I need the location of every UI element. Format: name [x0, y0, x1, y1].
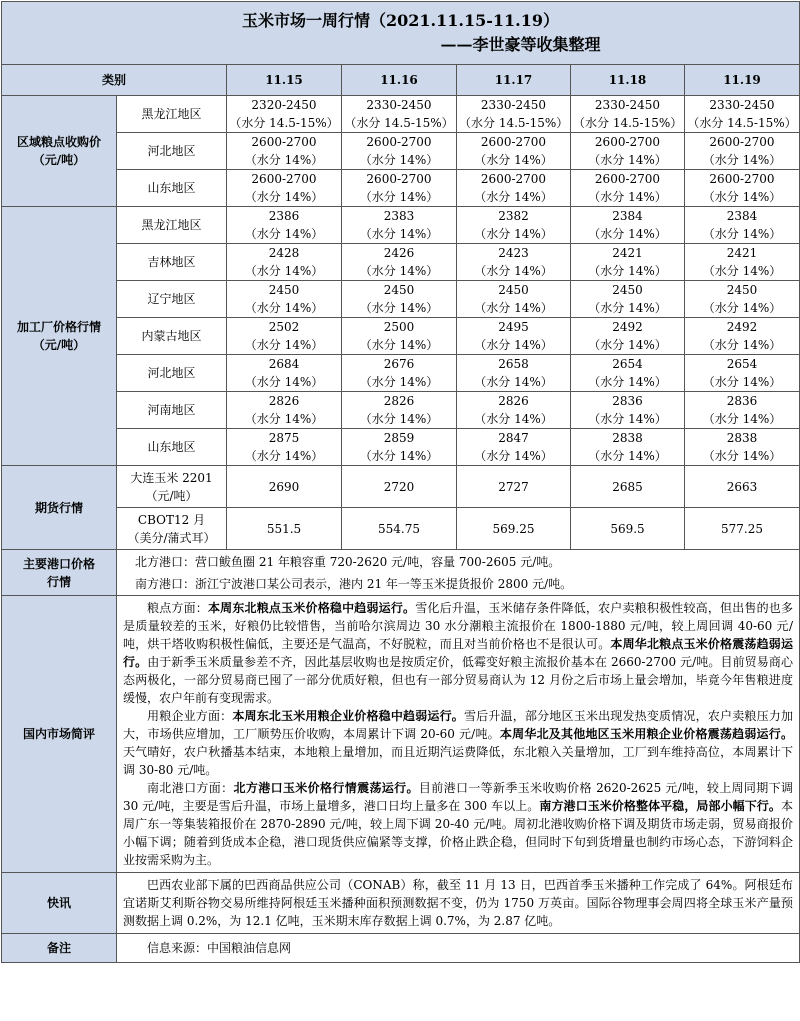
price-value: 2450: [726, 283, 758, 297]
moisture-note: （水分 14%）: [244, 338, 324, 352]
moisture-note: （水分 14.5-15%）: [687, 116, 797, 130]
price-value: 2450: [383, 283, 415, 297]
moisture-note: （水分 14%）: [244, 449, 324, 463]
price-cell: [685, 318, 800, 355]
price-cell: [685, 392, 800, 429]
region-name: 内蒙古地区: [117, 318, 227, 355]
price-value: 2826: [498, 394, 529, 408]
price-value: 2838: [612, 431, 643, 445]
moisture-note: （水分 14%）: [702, 449, 782, 463]
price-value: 2600-2700: [480, 172, 547, 186]
review-text: 雪化后升温，玉米储存条件降低，农户卖粮积极性较高，但出售的也多是质量较差的玉米，好粮仍比较惜售，当前哈尔滨周边 30 水分潮粮主流报价在 1800-1880 元/吨，较上周回调 40-60 元/吨，烘干塔收购积极性偏低，主要还是气温高，不好脱粒，而且对当前价格也不是很认可。: [123, 601, 793, 651]
price-value: 2492: [612, 320, 643, 334]
region-name: 山东地区: [117, 170, 227, 207]
moisture-note: （水分 14%）: [359, 264, 439, 278]
moisture-note: （水分 14%）: [702, 301, 782, 315]
price-cell: [342, 133, 457, 170]
price-cell: [227, 207, 342, 244]
table-row: [2, 133, 800, 170]
review-highlight: 北方港口玉米价格行情震荡运行。: [233, 781, 419, 795]
table-row: [2, 207, 800, 244]
price-cell: [685, 281, 800, 318]
section-label-unit: （元/吨）: [32, 153, 86, 167]
contract-unit: （美分/蒲式耳）: [127, 530, 216, 545]
moisture-note: （水分 14%）: [588, 264, 667, 278]
price-value: 2600-2700: [251, 135, 317, 149]
price-value: 2383: [383, 209, 415, 223]
review-text: 粮点方面：: [147, 601, 208, 615]
futures-value: 577.25: [685, 508, 800, 550]
futures-contract: [117, 508, 227, 550]
review-text: 用粮企业方面：: [147, 709, 233, 723]
table-row: [2, 244, 800, 281]
price-value: 2330-2450: [709, 98, 775, 112]
moisture-note: （水分 14%）: [244, 264, 324, 278]
section-label-news: 快讯: [2, 873, 117, 934]
section-label-review: 国内市场简评: [2, 596, 117, 873]
futures-value: 569.25: [457, 508, 571, 550]
futures-value: 2663: [685, 466, 800, 508]
section-label-futures: 期货行情: [2, 466, 117, 550]
price-cell: [457, 207, 571, 244]
price-cell: [685, 170, 800, 207]
price-value: 2426: [383, 246, 415, 260]
moisture-note: （水分 14%）: [474, 153, 553, 167]
futures-value: 2690: [227, 466, 342, 508]
price-cell: [457, 133, 571, 170]
moisture-note: （水分 14%）: [588, 153, 667, 167]
price-value: 2421: [612, 246, 643, 260]
price-cell: [227, 170, 342, 207]
price-cell: [685, 244, 800, 281]
price-value: 2826: [383, 394, 415, 408]
price-cell: [571, 170, 685, 207]
price-value: 2330-2450: [594, 98, 661, 112]
price-value: 2600-2700: [480, 135, 547, 149]
price-cell: [571, 207, 685, 244]
section-label-note: 备注: [2, 934, 117, 963]
review-highlight: 本周华北及其他地区玉米用粮企业价格震荡趋弱运行。: [499, 727, 793, 741]
moisture-note: （水分 14%）: [359, 301, 439, 315]
moisture-note: （水分 14.5-15%）: [229, 116, 339, 130]
moisture-note: （水分 14%）: [702, 264, 782, 278]
moisture-note: （水分 14%）: [474, 227, 553, 241]
review-text: 雪后升温，部分地区玉米出现发热变质情况，农户卖粮压力加大，市场供应增加，工厂顺势压价收购，本周累计下调 20-60 元/吨。: [123, 709, 793, 741]
header-date: 11.16: [342, 65, 457, 96]
review-highlight: 南方港口玉米价格整体平稳，局部小幅下行。: [539, 799, 781, 813]
futures-value: 569.5: [571, 508, 685, 550]
header-date: 11.17: [457, 65, 571, 96]
moisture-note: （水分 14%）: [702, 190, 782, 204]
futures-value: 2720: [342, 466, 457, 508]
price-value: 2676: [383, 357, 415, 371]
price-value: 2320-2450: [251, 98, 317, 112]
table-row: [2, 392, 800, 429]
market-review: [117, 596, 800, 873]
price-value: 2450: [612, 283, 643, 297]
review-text: 由于新季玉米质量参差不齐，因此基层收购也是按质定价，低霉变好粮主流报价基本在 2660-2700 元/吨。目前贸易商心态两极化，一部分贸易商已囤了一部分优质好粮，但也有一部分贸易商认为 12 月份之后市场上量会增加，毕竟今年售粮进度缓慢，农户年前有变现需求。: [123, 655, 793, 705]
price-cell: [571, 392, 685, 429]
moisture-note: （水分 14%）: [474, 338, 553, 352]
moisture-note: （水分 14%）: [702, 227, 782, 241]
review-text: 天气晴好，农户秋播基本结束，本地粮上量增加，而且近期汽运费降低，东北粮入关量增加，工厂到车维持高位，本周累计下调 30-80 元/吨。: [123, 745, 793, 777]
moisture-note: （水分 14.5-15%）: [459, 116, 569, 130]
futures-contract: [117, 466, 227, 508]
moisture-note: （水分 14%）: [474, 264, 553, 278]
region-name: 辽宁地区: [117, 281, 227, 318]
price-cell: [685, 429, 800, 466]
moisture-note: （水分 14%）: [359, 338, 439, 352]
price-value: 2654: [612, 357, 643, 371]
price-cell: [571, 96, 685, 133]
price-cell: [342, 170, 457, 207]
moisture-note: （水分 14%）: [244, 190, 324, 204]
price-cell: [227, 318, 342, 355]
moisture-note: （水分 14%）: [588, 338, 667, 352]
price-cell: [457, 429, 571, 466]
moisture-note: （水分 14%）: [474, 301, 553, 315]
table-row: [2, 318, 800, 355]
moisture-note: （水分 14%）: [702, 338, 782, 352]
price-value: 2492: [726, 320, 758, 334]
header-date: 11.19: [685, 65, 800, 96]
price-value: 2600-2700: [594, 172, 661, 186]
port-prices: [117, 550, 800, 596]
region-name: 河南地区: [117, 392, 227, 429]
moisture-note: （水分 14%）: [702, 375, 782, 389]
review-paragraph: [123, 779, 793, 869]
price-value: 2658: [498, 357, 529, 371]
price-cell: [571, 429, 685, 466]
table-row: [2, 170, 800, 207]
region-name: 山东地区: [117, 429, 227, 466]
table-row: [2, 466, 800, 508]
price-value: 2600-2700: [709, 172, 775, 186]
price-cell: [571, 318, 685, 355]
section-label-line: 行情: [46, 574, 71, 589]
price-cell: [342, 96, 457, 133]
price-value: 2382: [498, 209, 529, 223]
north-port-text: 北方港口：营口鲅鱼圈 21 年粮容重 720-2620 元/吨，容量 700-2605 元/吨。: [135, 554, 561, 569]
price-cell: [227, 392, 342, 429]
price-cell: [342, 429, 457, 466]
price-value: 2495: [498, 320, 529, 334]
price-cell: [342, 318, 457, 355]
table-row: [2, 281, 800, 318]
price-cell: [457, 318, 571, 355]
moisture-note: （水分 14%）: [588, 190, 667, 204]
price-value: 2684: [268, 357, 300, 371]
table-row: [2, 873, 800, 934]
review-text: 本周广东一等集装箱报价在 2870-2890 元/吨，较上周下调 20-40 元/吨。周初北港收购价格下调及期货市场走弱，贸易商报价小幅下调；随着到货成本企稳，港口现货供应偏紧等支撑，价格止跌企稳，但同时下旬到货增量也制约市场心态，下游饲料企业按需采购为主。: [123, 799, 793, 867]
moisture-note: （水分 14%）: [588, 449, 667, 463]
futures-value: 2685: [571, 466, 685, 508]
table-row: [2, 355, 800, 392]
price-value: 2384: [726, 209, 758, 223]
price-cell: [342, 207, 457, 244]
region-name: 河北地区: [117, 133, 227, 170]
price-cell: [685, 96, 800, 133]
price-value: 2836: [726, 394, 758, 408]
review-paragraph: [123, 599, 793, 707]
report-table: [1, 1, 800, 963]
report-title: [2, 2, 800, 65]
moisture-note: （水分 14%）: [244, 412, 324, 426]
moisture-note: （水分 14%）: [244, 301, 324, 315]
market-report: [1, 1, 799, 963]
moisture-note: （水分 14%）: [474, 375, 553, 389]
title-compiler: ——李世豪等收集整理: [440, 35, 601, 54]
news-text: 巴西农业部下属的巴西商品供应公司（CONAB）称，截至 11 月 13 日，巴西首季玉米播种工作完成了 64%。阿根廷布宜诺斯艾利斯谷物交易所维持阿根廷玉米播种面积预测数据不变，仍为 1750 万英亩。国际谷物理事会周四将全球玉米产量预测数据上调 0.2%，为 12.1 亿吨，玉米期末库存数据上调 0.7%，为 2.87 亿吨。: [123, 878, 793, 928]
contract-name: 大连玉米 2201: [130, 470, 213, 485]
price-cell: [342, 355, 457, 392]
price-cell: [457, 244, 571, 281]
price-value: 2600-2700: [594, 135, 661, 149]
price-value: 2500: [383, 320, 415, 334]
price-cell: [457, 170, 571, 207]
price-cell: [227, 96, 342, 133]
review-highlight: 本周华北粮点玉米价格震荡趋弱运行。: [123, 637, 793, 669]
price-cell: [227, 244, 342, 281]
moisture-note: （水分 14%）: [359, 375, 439, 389]
price-value: 2428: [268, 246, 300, 260]
moisture-note: （水分 14%）: [359, 190, 439, 204]
moisture-note: （水分 14%）: [359, 449, 439, 463]
header-date: 11.15: [227, 65, 342, 96]
moisture-note: （水分 14%）: [359, 153, 439, 167]
moisture-note: （水分 14%）: [359, 412, 439, 426]
table-row: [2, 550, 800, 596]
price-value: 2450: [268, 283, 300, 297]
price-value: 2826: [268, 394, 300, 408]
price-value: 2600-2700: [709, 135, 775, 149]
review-text: 南北港口方面：: [147, 781, 234, 795]
review-highlight: 本周东北玉米用粮企业价格稳中趋弱运行。: [232, 709, 464, 723]
price-value: 2421: [726, 246, 758, 260]
price-value: 2384: [612, 209, 643, 223]
price-cell: [227, 429, 342, 466]
price-cell: [571, 244, 685, 281]
price-cell: [685, 207, 800, 244]
news-flash: [117, 873, 800, 934]
review-text: 目前港口一等新季玉米收购价格 2620-2625 元/吨，较上周同期下调 30 元/吨，主要是雪后升温，市场上量增多，港口日均上量多在 300 车以上。: [123, 781, 793, 813]
price-value: 2600-2700: [366, 172, 432, 186]
contract-name: CBOT12 月: [137, 512, 206, 527]
price-cell: [571, 281, 685, 318]
table-row: [2, 96, 800, 133]
price-cell: [685, 355, 800, 392]
section-label-factory: [2, 207, 117, 466]
review-highlight: 本周东北粮点玉米价格稳中趋弱运行。: [207, 601, 416, 615]
moisture-note: （水分 14%）: [588, 375, 667, 389]
price-cell: [457, 281, 571, 318]
section-label-line: 加工厂价格行情: [16, 320, 101, 334]
moisture-note: （水分 14.5-15%）: [573, 116, 683, 130]
moisture-note: （水分 14%）: [244, 375, 324, 389]
price-value: 2654: [726, 357, 758, 371]
section-label-regional: [2, 96, 117, 207]
title-main: 玉米市场一周行情（2021.11.15-11.19）: [242, 11, 559, 30]
price-cell: [457, 392, 571, 429]
table-row: [2, 508, 800, 550]
price-value: 2847: [498, 431, 529, 445]
moisture-note: （水分 14%）: [588, 412, 667, 426]
region-name: 河北地区: [117, 355, 227, 392]
header-row: [2, 65, 800, 96]
region-name: 黑龙江地区: [117, 96, 227, 133]
price-cell: [227, 281, 342, 318]
section-label-port: [2, 550, 117, 596]
contract-unit: （元/吨）: [145, 488, 198, 503]
table-row: [2, 934, 800, 963]
price-cell: [571, 133, 685, 170]
review-paragraph: [123, 707, 793, 779]
price-value: 2859: [383, 431, 415, 445]
moisture-note: （水分 14%）: [588, 301, 667, 315]
moisture-note: （水分 14%）: [474, 190, 553, 204]
price-cell: [342, 392, 457, 429]
price-cell: [342, 281, 457, 318]
price-value: 2423: [498, 246, 529, 260]
region-name: 黑龙江地区: [117, 207, 227, 244]
moisture-note: （水分 14%）: [244, 227, 324, 241]
section-label-unit: （元/吨）: [32, 338, 86, 352]
south-port-text: 南方港口：浙江宁波港口某公司表示，港内 21 年一等玉米提货报价 2800 元/吨。: [135, 576, 573, 591]
header-category: 类别: [2, 65, 227, 96]
price-cell: [342, 244, 457, 281]
price-value: 2502: [268, 320, 300, 334]
moisture-note: （水分 14%）: [474, 412, 553, 426]
price-cell: [227, 133, 342, 170]
price-value: 2330-2450: [366, 98, 432, 112]
moisture-note: （水分 14%）: [588, 227, 667, 241]
table-row: [2, 596, 800, 873]
source-note: 信息来源：中国粮油信息网: [117, 934, 800, 963]
moisture-note: （水分 14%）: [702, 153, 782, 167]
header-date: 11.18: [571, 65, 685, 96]
table-row: [2, 429, 800, 466]
moisture-note: （水分 14%）: [244, 153, 324, 167]
moisture-note: （水分 14%）: [702, 412, 782, 426]
price-value: 2875: [268, 431, 300, 445]
section-label-line: 区域粮点收购价: [16, 135, 101, 149]
price-value: 2600-2700: [251, 172, 317, 186]
moisture-note: （水分 14%）: [359, 227, 439, 241]
price-cell: [571, 355, 685, 392]
price-value: 2836: [612, 394, 643, 408]
price-cell: [457, 355, 571, 392]
price-value: 2838: [726, 431, 758, 445]
price-value: 2600-2700: [366, 135, 432, 149]
price-cell: [685, 133, 800, 170]
futures-value: 554.75: [342, 508, 457, 550]
price-cell: [457, 96, 571, 133]
section-label-line: 主要港口价格: [22, 556, 95, 571]
price-cell: [227, 355, 342, 392]
moisture-note: （水分 14.5-15%）: [344, 116, 454, 130]
region-name: 吉林地区: [117, 244, 227, 281]
futures-value: 2727: [457, 466, 571, 508]
price-value: 2450: [498, 283, 529, 297]
moisture-note: （水分 14%）: [474, 449, 553, 463]
price-value: 2386: [268, 209, 300, 223]
futures-value: 551.5: [227, 508, 342, 550]
price-value: 2330-2450: [480, 98, 547, 112]
